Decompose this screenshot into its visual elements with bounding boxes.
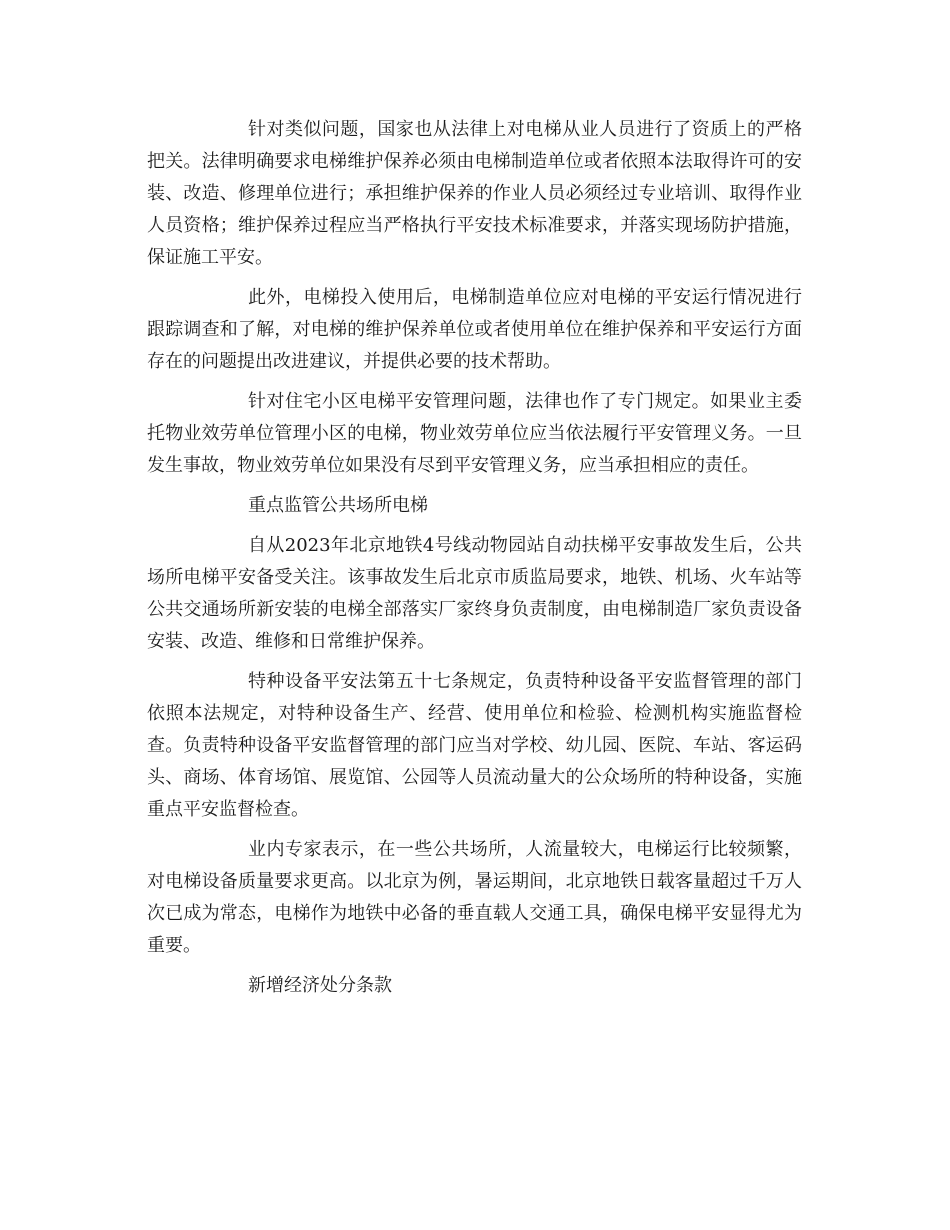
- paragraph-qualification: 针对类似问题，国家也从法律上对电梯从业人员进行了资质上的严格把关。法律明确要求电梯维护保养必须由电梯制造单位或者依照本法取得许可的安装、改造、修理单位进行；承担维护保养的作业人员必须经过专业培训、取得作业人员资格；维护保养过程应当严格执行平安技术标准要求，并落实现场防护措施，保证施工平安。: [147, 119, 802, 268]
- section-heading-public-places: 重点监管公共场所电梯: [248, 495, 428, 516]
- paragraph-beijing-subway-accident: 自从2023年北京地铁4号线动物园站自动扶梯平安事故发生后，公共场所电梯平安备受关注。该事故发生后北京市质监局要求，地铁、机场、火车站等公共交通场所新安装的电梯全部落实厂家终身负责制度，由电梯制造厂家负责设备安装、改造、维修和日常维护保养。: [147, 535, 802, 652]
- paragraph-residential-management: 针对住宅小区电梯平安管理问题，法律也作了专门规定。如果业主委托物业效劳单位管理小区的电梯，物业效劳单位应当依法履行平安管理义务。一旦发生事故，物业效劳单位如果没有尽到平安管理义务，应当承担相应的责任。: [147, 391, 802, 476]
- section-heading-economic-penalty: 新增经济处分条款: [248, 975, 392, 996]
- paragraph-expert-opinion: 业内专家表示，在一些公共场所，人流量较大，电梯运行比较频繁，对电梯设备质量要求更高。以北京为例，暑运期间，北京地铁日载客量超过千万人次已成为常态，电梯作为地铁中必备的垂直载人交通工具，确保电梯平安显得尤为重要。: [147, 839, 802, 956]
- paragraph-manufacturer-tracking: 此外，电梯投入使用后，电梯制造单位应对电梯的平安运行情况进行跟踪调查和了解，对电梯的维护保养单位或者使用单位在维护保养和平安运行方面存在的问题提出改进建议，并提供必要的技术帮助。: [147, 287, 802, 372]
- paragraph-article-57: 特种设备平安法第五十七条规定，负责特种设备平安监督管理的部门依照本法规定，对特种设备生产、经营、使用单位和检验、检测机构实施监督检查。负责特种设备平安监督管理的部门应当对学校、幼儿园、医院、车站、客运码头、商场、体育场馆、展览馆、公园等人员流动量大的公众场所的特种设备，实施重点平安监督检查。: [147, 671, 802, 820]
- document-body: [147, 114, 802, 1002]
